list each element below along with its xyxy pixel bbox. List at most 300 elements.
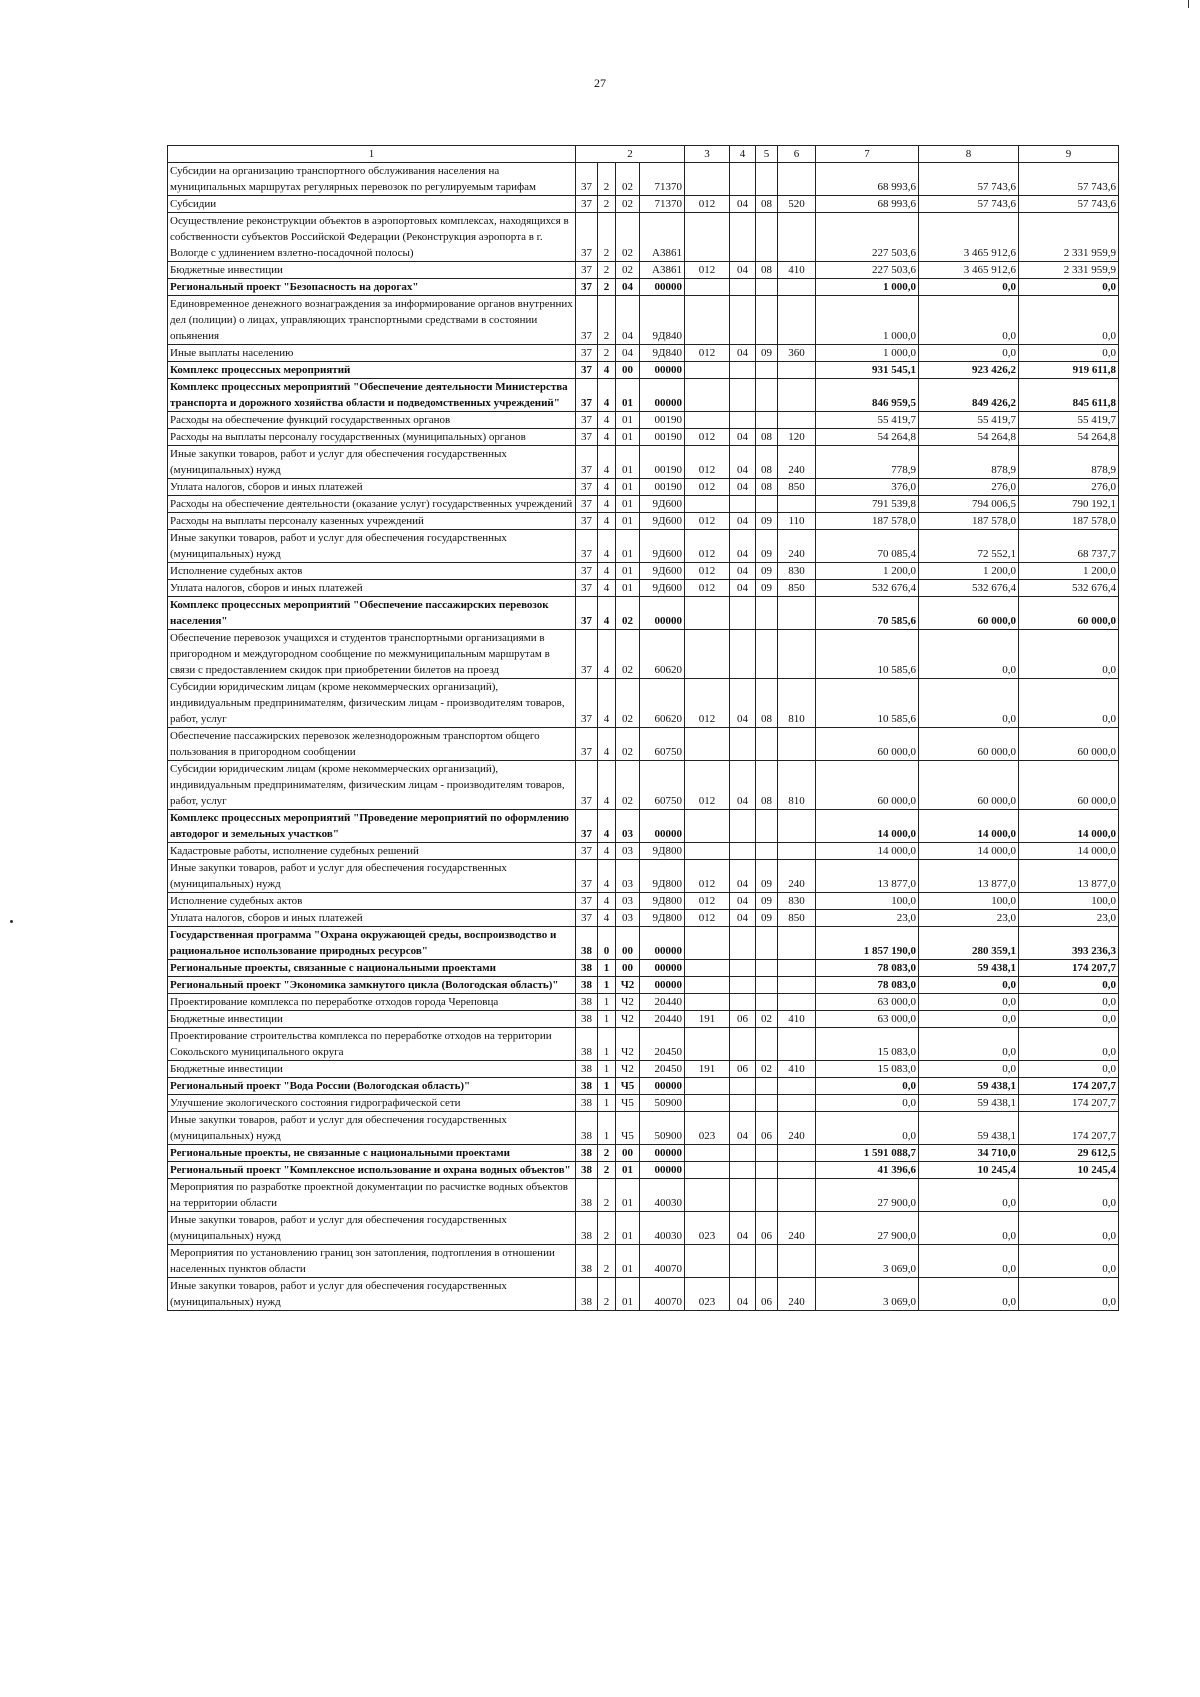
amount-year-2: 794 006,5 [919, 496, 1019, 513]
code-part-3: 02 [616, 630, 640, 679]
code-part-4: А3861 [640, 262, 685, 279]
section-code [730, 994, 756, 1011]
code-part-2: 1 [598, 1112, 616, 1145]
code-part-1: 37 [576, 379, 598, 412]
subsection-code [756, 296, 778, 345]
expense-type-code: 830 [778, 563, 816, 580]
amount-year-3: 23,0 [1019, 910, 1119, 927]
amount-year-3: 2 331 959,9 [1019, 262, 1119, 279]
code-part-3: 01 [616, 1179, 640, 1212]
code-part-3: 03 [616, 910, 640, 927]
amount-year-3: 0,0 [1019, 1028, 1119, 1061]
row-name: Обеспечение пассажирских перевозок железнодорожным транспортом общего пользования в пригородном сообщении [168, 728, 576, 761]
ministry-code [685, 362, 730, 379]
row-name: Региональный проект "Комплексное использование и охрана водных объектов" [168, 1162, 576, 1179]
table-row [168, 412, 1119, 429]
amount-year-2: 3 465 912,6 [919, 262, 1019, 279]
code-part-2: 4 [598, 379, 616, 412]
table-row [168, 977, 1119, 994]
ministry-code [685, 927, 730, 960]
code-part-4: 71370 [640, 163, 685, 196]
amount-year-3: 0,0 [1019, 296, 1119, 345]
code-part-3: Ч5 [616, 1078, 640, 1095]
code-part-3: 02 [616, 196, 640, 213]
code-part-2: 1 [598, 977, 616, 994]
ministry-code [685, 810, 730, 843]
code-part-4: 00000 [640, 977, 685, 994]
expense-type-code [778, 1162, 816, 1179]
code-part-2: 1 [598, 960, 616, 977]
table-row [168, 530, 1119, 563]
amount-year-2: 0,0 [919, 1011, 1019, 1028]
ministry-code: 012 [685, 196, 730, 213]
row-name: Комплекс процессных мероприятий "Проведение мероприятий по оформлению автодорог и земельных участков" [168, 810, 576, 843]
code-part-3: 02 [616, 213, 640, 262]
section-code: 04 [730, 679, 756, 728]
section-code [730, 977, 756, 994]
amount-year-3: 532 676,4 [1019, 580, 1119, 597]
section-code [730, 379, 756, 412]
table-row [168, 927, 1119, 960]
table-header-row [168, 146, 1119, 163]
expense-type-code [778, 379, 816, 412]
section-code: 04 [730, 580, 756, 597]
code-part-1: 38 [576, 1011, 598, 1028]
code-part-2: 4 [598, 580, 616, 597]
amount-year-1: 187 578,0 [816, 513, 919, 530]
code-part-4: 00000 [640, 362, 685, 379]
ministry-code [685, 279, 730, 296]
code-part-3: Ч2 [616, 977, 640, 994]
code-part-3: 00 [616, 927, 640, 960]
code-part-2: 2 [598, 1212, 616, 1245]
amount-year-3: 0,0 [1019, 1278, 1119, 1311]
amount-year-3: 1 200,0 [1019, 563, 1119, 580]
code-part-1: 38 [576, 1179, 598, 1212]
amount-year-2: 72 552,1 [919, 530, 1019, 563]
code-part-2: 4 [598, 843, 616, 860]
table-row [168, 1112, 1119, 1145]
amount-year-3: 54 264,8 [1019, 429, 1119, 446]
table-row [168, 810, 1119, 843]
row-name: Уплата налогов, сборов и иных платежей [168, 580, 576, 597]
amount-year-2: 0,0 [919, 679, 1019, 728]
code-part-1: 37 [576, 196, 598, 213]
section-code [730, 163, 756, 196]
code-part-1: 38 [576, 927, 598, 960]
code-part-2: 4 [598, 630, 616, 679]
subsection-code [756, 1145, 778, 1162]
section-code [730, 412, 756, 429]
code-part-1: 37 [576, 362, 598, 379]
ministry-code [685, 1145, 730, 1162]
code-part-4: 40030 [640, 1212, 685, 1245]
amount-year-2: 23,0 [919, 910, 1019, 927]
expense-type-code [778, 977, 816, 994]
code-part-4: 60620 [640, 630, 685, 679]
subsection-code [756, 927, 778, 960]
row-name: Бюджетные инвестиции [168, 1061, 576, 1078]
code-part-2: 4 [598, 496, 616, 513]
code-part-2: 4 [598, 910, 616, 927]
subsection-code: 06 [756, 1212, 778, 1245]
amount-year-3: 276,0 [1019, 479, 1119, 496]
amount-year-2: 0,0 [919, 630, 1019, 679]
code-part-1: 38 [576, 1028, 598, 1061]
table-row [168, 679, 1119, 728]
amount-year-2: 0,0 [919, 994, 1019, 1011]
code-part-3: 02 [616, 761, 640, 810]
code-part-2: 2 [598, 1179, 616, 1212]
amount-year-1: 68 993,6 [816, 163, 919, 196]
amount-year-2: 60 000,0 [919, 597, 1019, 630]
amount-year-2: 923 426,2 [919, 362, 1019, 379]
subsection-code [756, 1245, 778, 1278]
amount-year-2: 0,0 [919, 345, 1019, 362]
code-part-3: Ч2 [616, 994, 640, 1011]
subsection-code [756, 843, 778, 860]
section-code: 04 [730, 479, 756, 496]
code-part-4: 9Д600 [640, 513, 685, 530]
section-code: 04 [730, 1278, 756, 1311]
code-part-4: 20440 [640, 1011, 685, 1028]
amount-year-1: 100,0 [816, 893, 919, 910]
code-part-1: 37 [576, 296, 598, 345]
row-name: Субсидии на организацию транспортного обслуживания населения на муниципальных маршрутах регулярных перевозок по регулируемым тарифам [168, 163, 576, 196]
expense-type-code [778, 412, 816, 429]
code-part-1: 37 [576, 530, 598, 563]
code-part-1: 38 [576, 1145, 598, 1162]
subsection-code [756, 1028, 778, 1061]
ministry-code [685, 412, 730, 429]
code-part-4: 40030 [640, 1179, 685, 1212]
section-code: 04 [730, 860, 756, 893]
amount-year-2: 532 676,4 [919, 580, 1019, 597]
code-part-4: 9Д800 [640, 860, 685, 893]
amount-year-2: 0,0 [919, 296, 1019, 345]
code-part-3: 00 [616, 1145, 640, 1162]
code-part-1: 37 [576, 479, 598, 496]
expense-type-code: 240 [778, 1112, 816, 1145]
amount-year-1: 1 000,0 [816, 296, 919, 345]
row-name: Единовременное денежного вознаграждения за информирование органов внутренних дел (полиции) о лицах, управляющих транспортными средствами в состоянии опьянения [168, 296, 576, 345]
code-part-3: 01 [616, 580, 640, 597]
expense-type-code [778, 843, 816, 860]
amount-year-3: 60 000,0 [1019, 597, 1119, 630]
expense-type-code: 830 [778, 893, 816, 910]
expense-type-code: 240 [778, 1278, 816, 1311]
table-row [168, 1179, 1119, 1212]
ministry-code [685, 163, 730, 196]
subsection-code: 02 [756, 1061, 778, 1078]
code-part-3: 01 [616, 379, 640, 412]
amount-year-3: 2 331 959,9 [1019, 213, 1119, 262]
section-code: 04 [730, 563, 756, 580]
code-part-4: 00000 [640, 597, 685, 630]
amount-year-2: 13 877,0 [919, 860, 1019, 893]
amount-year-2: 60 000,0 [919, 761, 1019, 810]
table-row [168, 163, 1119, 196]
code-part-4: 9Д600 [640, 530, 685, 563]
code-part-2: 4 [598, 597, 616, 630]
expense-type-code [778, 728, 816, 761]
code-part-4: 00190 [640, 479, 685, 496]
code-part-4: 9Д800 [640, 843, 685, 860]
row-name: Исполнение судебных актов [168, 893, 576, 910]
amount-year-1: 13 877,0 [816, 860, 919, 893]
amount-year-2: 0,0 [919, 279, 1019, 296]
subsection-code: 09 [756, 893, 778, 910]
section-code: 04 [730, 196, 756, 213]
code-part-1: 38 [576, 977, 598, 994]
subsection-code [756, 412, 778, 429]
code-part-2: 2 [598, 1145, 616, 1162]
ministry-code [685, 296, 730, 345]
amount-year-2: 57 743,6 [919, 163, 1019, 196]
amount-year-2: 849 426,2 [919, 379, 1019, 412]
table-row [168, 630, 1119, 679]
amount-year-1: 3 069,0 [816, 1278, 919, 1311]
code-part-4: 00000 [640, 960, 685, 977]
code-part-2: 4 [598, 446, 616, 479]
ministry-code: 023 [685, 1278, 730, 1311]
code-part-1: 37 [576, 279, 598, 296]
subsection-code [756, 994, 778, 1011]
expense-type-code: 240 [778, 530, 816, 563]
row-name: Иные закупки товаров, работ и услуг для обеспечения государственных (муниципальных) нужд [168, 860, 576, 893]
expense-type-code: 120 [778, 429, 816, 446]
expense-type-code: 850 [778, 580, 816, 597]
table-row [168, 1212, 1119, 1245]
subsection-code: 09 [756, 563, 778, 580]
ministry-code [685, 1078, 730, 1095]
table-row [168, 1061, 1119, 1078]
amount-year-2: 14 000,0 [919, 843, 1019, 860]
ministry-code: 012 [685, 563, 730, 580]
subsection-code: 08 [756, 761, 778, 810]
row-name: Кадастровые работы, исполнение судебных решений [168, 843, 576, 860]
row-name: Иные закупки товаров, работ и услуг для обеспечения государственных (муниципальных) нужд [168, 1278, 576, 1311]
amount-year-2: 276,0 [919, 479, 1019, 496]
subsection-code: 08 [756, 429, 778, 446]
row-name: Субсидии [168, 196, 576, 213]
code-part-4: 40070 [640, 1278, 685, 1311]
code-part-4: 00000 [640, 1078, 685, 1095]
row-name: Комплекс процессных мероприятий [168, 362, 576, 379]
amount-year-2: 60 000,0 [919, 728, 1019, 761]
expense-type-code [778, 296, 816, 345]
code-part-3: 04 [616, 296, 640, 345]
amount-year-1: 27 900,0 [816, 1212, 919, 1245]
subsection-code [756, 1179, 778, 1212]
amount-year-3: 174 207,7 [1019, 1112, 1119, 1145]
code-part-4: 00190 [640, 446, 685, 479]
ministry-code [685, 728, 730, 761]
ministry-code: 012 [685, 262, 730, 279]
code-part-2: 4 [598, 728, 616, 761]
amount-year-3: 0,0 [1019, 994, 1119, 1011]
code-part-2: 4 [598, 761, 616, 810]
table-body [168, 146, 1119, 1311]
ministry-code [685, 960, 730, 977]
ministry-code: 191 [685, 1061, 730, 1078]
code-part-4: 00000 [640, 379, 685, 412]
code-part-1: 38 [576, 1245, 598, 1278]
amount-year-2: 0,0 [919, 977, 1019, 994]
code-part-1: 37 [576, 679, 598, 728]
amount-year-3: 878,9 [1019, 446, 1119, 479]
code-part-1: 38 [576, 1061, 598, 1078]
header-col-5: 5 [756, 146, 778, 163]
row-name: Расходы на обеспечение деятельности (оказание услуг) государственных учреждений [168, 496, 576, 513]
table-row [168, 1278, 1119, 1311]
table-row [168, 496, 1119, 513]
code-part-2: 2 [598, 1278, 616, 1311]
amount-year-1: 55 419,7 [816, 412, 919, 429]
code-part-2: 4 [598, 479, 616, 496]
code-part-4: 9Д600 [640, 580, 685, 597]
row-name: Иные закупки товаров, работ и услуг для обеспечения государственных (муниципальных) нужд [168, 1112, 576, 1145]
amount-year-2: 0,0 [919, 1179, 1019, 1212]
section-code [730, 213, 756, 262]
ministry-code [685, 379, 730, 412]
amount-year-3: 14 000,0 [1019, 843, 1119, 860]
code-part-2: 1 [598, 1095, 616, 1112]
code-part-3: 03 [616, 810, 640, 843]
row-name: Региональный проект "Экономика замкнутого цикла (Вологодская область)" [168, 977, 576, 994]
ministry-code: 012 [685, 479, 730, 496]
subsection-code [756, 1162, 778, 1179]
subsection-code [756, 977, 778, 994]
code-part-1: 37 [576, 446, 598, 479]
ministry-code [685, 1095, 730, 1112]
code-part-1: 37 [576, 563, 598, 580]
code-part-2: 1 [598, 1078, 616, 1095]
ministry-code [685, 630, 730, 679]
section-code [730, 1245, 756, 1278]
ministry-code [685, 1179, 730, 1212]
table-row [168, 761, 1119, 810]
code-part-2: 2 [598, 196, 616, 213]
subsection-code [756, 279, 778, 296]
ministry-code: 191 [685, 1011, 730, 1028]
amount-year-1: 10 585,6 [816, 679, 919, 728]
expense-type-code: 810 [778, 679, 816, 728]
expense-type-code: 110 [778, 513, 816, 530]
expense-type-code [778, 630, 816, 679]
amount-year-1: 60 000,0 [816, 761, 919, 810]
section-code [730, 1179, 756, 1212]
amount-year-2: 34 710,0 [919, 1145, 1019, 1162]
subsection-code: 08 [756, 679, 778, 728]
expense-type-code: 410 [778, 262, 816, 279]
code-part-3: 01 [616, 1245, 640, 1278]
table-row [168, 563, 1119, 580]
code-part-3: 01 [616, 1278, 640, 1311]
code-part-3: 01 [616, 1212, 640, 1245]
section-code [730, 362, 756, 379]
amount-year-1: 376,0 [816, 479, 919, 496]
subsection-code: 08 [756, 196, 778, 213]
amount-year-3: 0,0 [1019, 1061, 1119, 1078]
code-part-3: 01 [616, 513, 640, 530]
amount-year-1: 70 585,6 [816, 597, 919, 630]
code-part-2: 2 [598, 1162, 616, 1179]
subsection-code [756, 630, 778, 679]
amount-year-1: 1 200,0 [816, 563, 919, 580]
row-name: Региональный проект "Вода России (Вологодская область)" [168, 1078, 576, 1095]
subsection-code: 06 [756, 1112, 778, 1145]
ministry-code [685, 977, 730, 994]
code-part-2: 4 [598, 860, 616, 893]
amount-year-1: 3 069,0 [816, 1245, 919, 1278]
section-code: 04 [730, 910, 756, 927]
code-part-2: 1 [598, 1011, 616, 1028]
amount-year-3: 393 236,3 [1019, 927, 1119, 960]
code-part-1: 38 [576, 1112, 598, 1145]
amount-year-1: 1 000,0 [816, 279, 919, 296]
header-col-8: 8 [919, 146, 1019, 163]
amount-year-1: 0,0 [816, 1078, 919, 1095]
row-name: Мероприятия по установлению границ зон затопления, подтопления в отношении населенных пунктов области [168, 1245, 576, 1278]
amount-year-1: 63 000,0 [816, 994, 919, 1011]
amount-year-3: 57 743,6 [1019, 196, 1119, 213]
amount-year-3: 29 612,5 [1019, 1145, 1119, 1162]
code-part-1: 37 [576, 429, 598, 446]
subsection-code: 06 [756, 1278, 778, 1311]
code-part-1: 38 [576, 1078, 598, 1095]
amount-year-1: 41 396,6 [816, 1162, 919, 1179]
code-part-1: 37 [576, 810, 598, 843]
code-part-2: 1 [598, 1061, 616, 1078]
row-name: Проектирование комплекса по переработке отходов города Череповца [168, 994, 576, 1011]
subsection-code: 08 [756, 446, 778, 479]
expense-type-code [778, 163, 816, 196]
row-name: Комплекс процессных мероприятий "Обеспечение деятельности Министерства транспорта и дорожного хозяйства области и подведомственных учреждений" [168, 379, 576, 412]
expense-type-code: 410 [778, 1061, 816, 1078]
code-part-1: 37 [576, 728, 598, 761]
header-col-2: 2 [576, 146, 685, 163]
code-part-2: 4 [598, 530, 616, 563]
code-part-3: 03 [616, 893, 640, 910]
ministry-code [685, 1028, 730, 1061]
code-part-2: 0 [598, 927, 616, 960]
table-row [168, 345, 1119, 362]
table-row [168, 429, 1119, 446]
section-code: 04 [730, 513, 756, 530]
row-name: Субсидии юридическим лицам (кроме некоммерческих организаций), индивидуальным предпринимателям, физическим лицам - производителям товаров, работ, услуг [168, 761, 576, 810]
amount-year-1: 78 083,0 [816, 960, 919, 977]
code-part-1: 37 [576, 893, 598, 910]
expense-type-code: 240 [778, 860, 816, 893]
code-part-2: 4 [598, 362, 616, 379]
amount-year-1: 68 993,6 [816, 196, 919, 213]
table-row [168, 1078, 1119, 1095]
row-name: Осуществление реконструкции объектов в аэропортовых комплексах, находящихся в собственности субъектов Российской Федерации (Реконструкция аэропорта в г. Вологде с удлинением взлетно-посадочной полосы) [168, 213, 576, 262]
row-name: Бюджетные инвестиции [168, 262, 576, 279]
code-part-1: 37 [576, 412, 598, 429]
table-row [168, 296, 1119, 345]
amount-year-3: 0,0 [1019, 1011, 1119, 1028]
subsection-code: 08 [756, 262, 778, 279]
code-part-1: 38 [576, 1278, 598, 1311]
expense-type-code: 810 [778, 761, 816, 810]
expense-type-code [778, 597, 816, 630]
code-part-1: 37 [576, 843, 598, 860]
expense-type-code: 410 [778, 1011, 816, 1028]
expense-type-code: 360 [778, 345, 816, 362]
section-code [730, 1078, 756, 1095]
